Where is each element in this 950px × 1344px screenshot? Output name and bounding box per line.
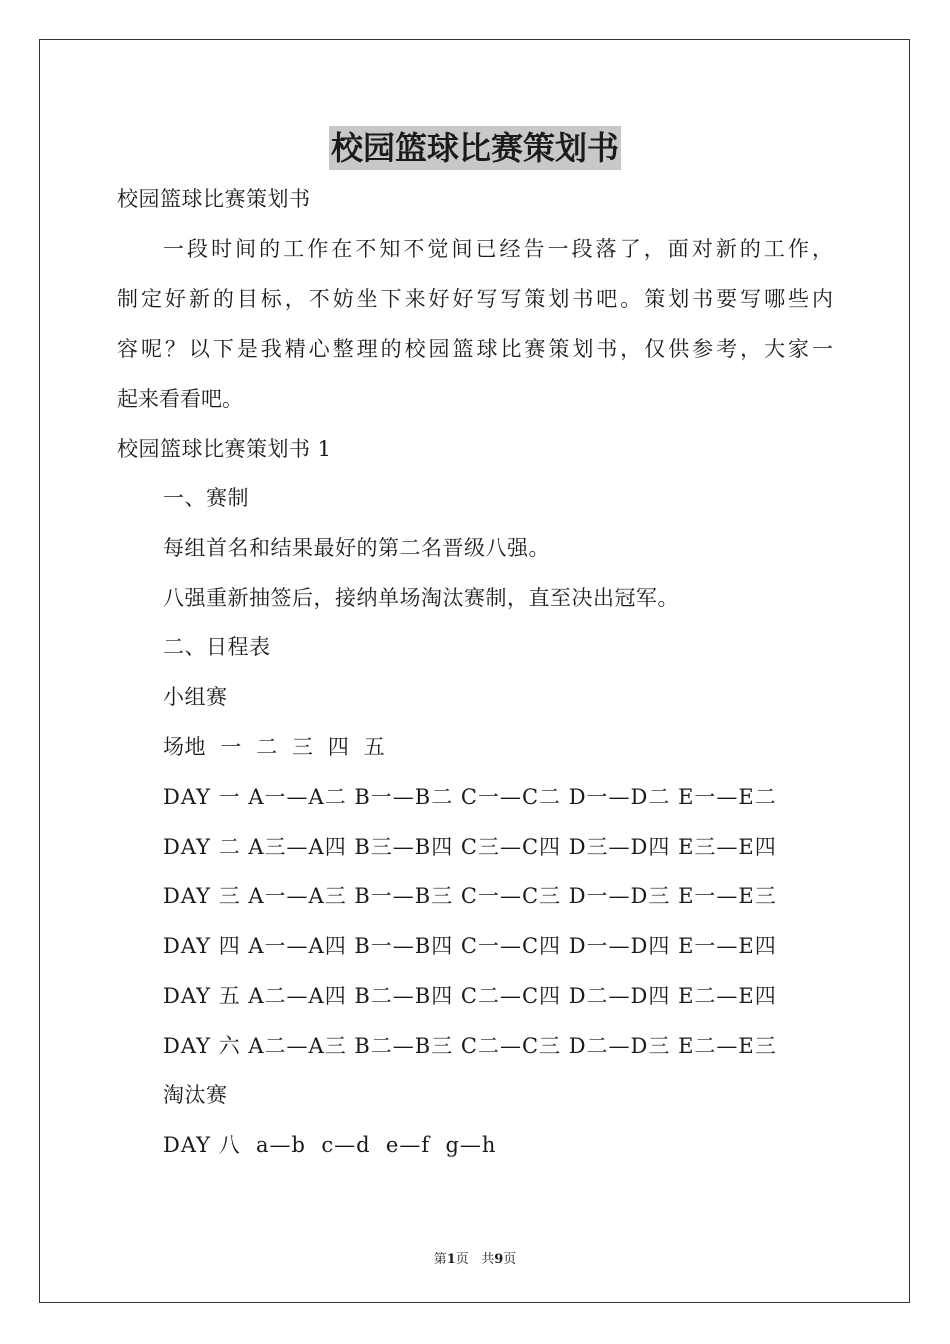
- page-label-pre: 第: [433, 1252, 447, 1267]
- venue-header: 场地 一 二 三 四 五: [163, 735, 386, 759]
- knockout-label: 淘汰赛: [163, 1083, 228, 1107]
- page-label-post: 页: [455, 1252, 469, 1267]
- page-footer: [0, 1248, 950, 1267]
- total-label-pre: 共: [481, 1252, 495, 1267]
- section-title: 校园篮球比赛策划书 1: [117, 437, 332, 461]
- schedule-row: DAY 六 A二—A三 B二—B三 C二—C三 D二—D三 E二—E三: [163, 1034, 777, 1058]
- page-number: 1: [446, 1252, 456, 1267]
- total-label-post: 页: [503, 1252, 517, 1267]
- intro-line: 容呢？以下是我精心整理的校园篮球比赛策划书，仅供参考，大家一: [117, 337, 833, 361]
- schedule-row: DAY 五 A二—A四 B二—B四 C二—C四 D二—D四 E二—E四: [163, 984, 777, 1008]
- intro-line: 起来看看吧。: [117, 387, 243, 411]
- schedule-row: DAY 一 A一—A二 B一—B二 C一—C二 D一—D二 E一—E二: [163, 785, 777, 809]
- schedule-row: DAY 三 A一—A三 B一—B三 C一—C三 D一—D三 E一—E三: [163, 884, 777, 908]
- total-pages: 9: [494, 1252, 504, 1267]
- document-subtitle: 校园篮球比赛策划书: [117, 187, 311, 211]
- rule-line: 八强重新抽签后，接纳单场淘汰赛制，直至决出冠军。: [163, 586, 679, 610]
- heading-schedule: 二、日程表: [163, 635, 271, 659]
- intro-line: 一段时间的工作在不知不觉间已经告一段落了，面对新的工作，: [163, 237, 833, 261]
- rule-line: 每组首名和结果最好的第二名晋级八强。: [163, 536, 550, 560]
- schedule-row: DAY 四 A一—A四 B一—B四 C一—C四 D一—D四 E一—E四: [163, 934, 777, 958]
- heading-format: 一、赛制: [163, 486, 249, 510]
- knockout-row: DAY 八 a—b c—d e—f g—h: [163, 1133, 497, 1157]
- title-wrap: [0, 126, 950, 170]
- document-title: 校园篮球比赛策划书: [329, 126, 621, 170]
- page-border: [39, 39, 910, 1303]
- intro-line: 制定好新的目标，不妨坐下来好好写写策划书吧。策划书要写哪些内: [117, 287, 833, 311]
- schedule-row: DAY 二 A三—A四 B三—B四 C三—C四 D三—D四 E三—E四: [163, 835, 777, 859]
- group-stage-label: 小组赛: [163, 685, 228, 709]
